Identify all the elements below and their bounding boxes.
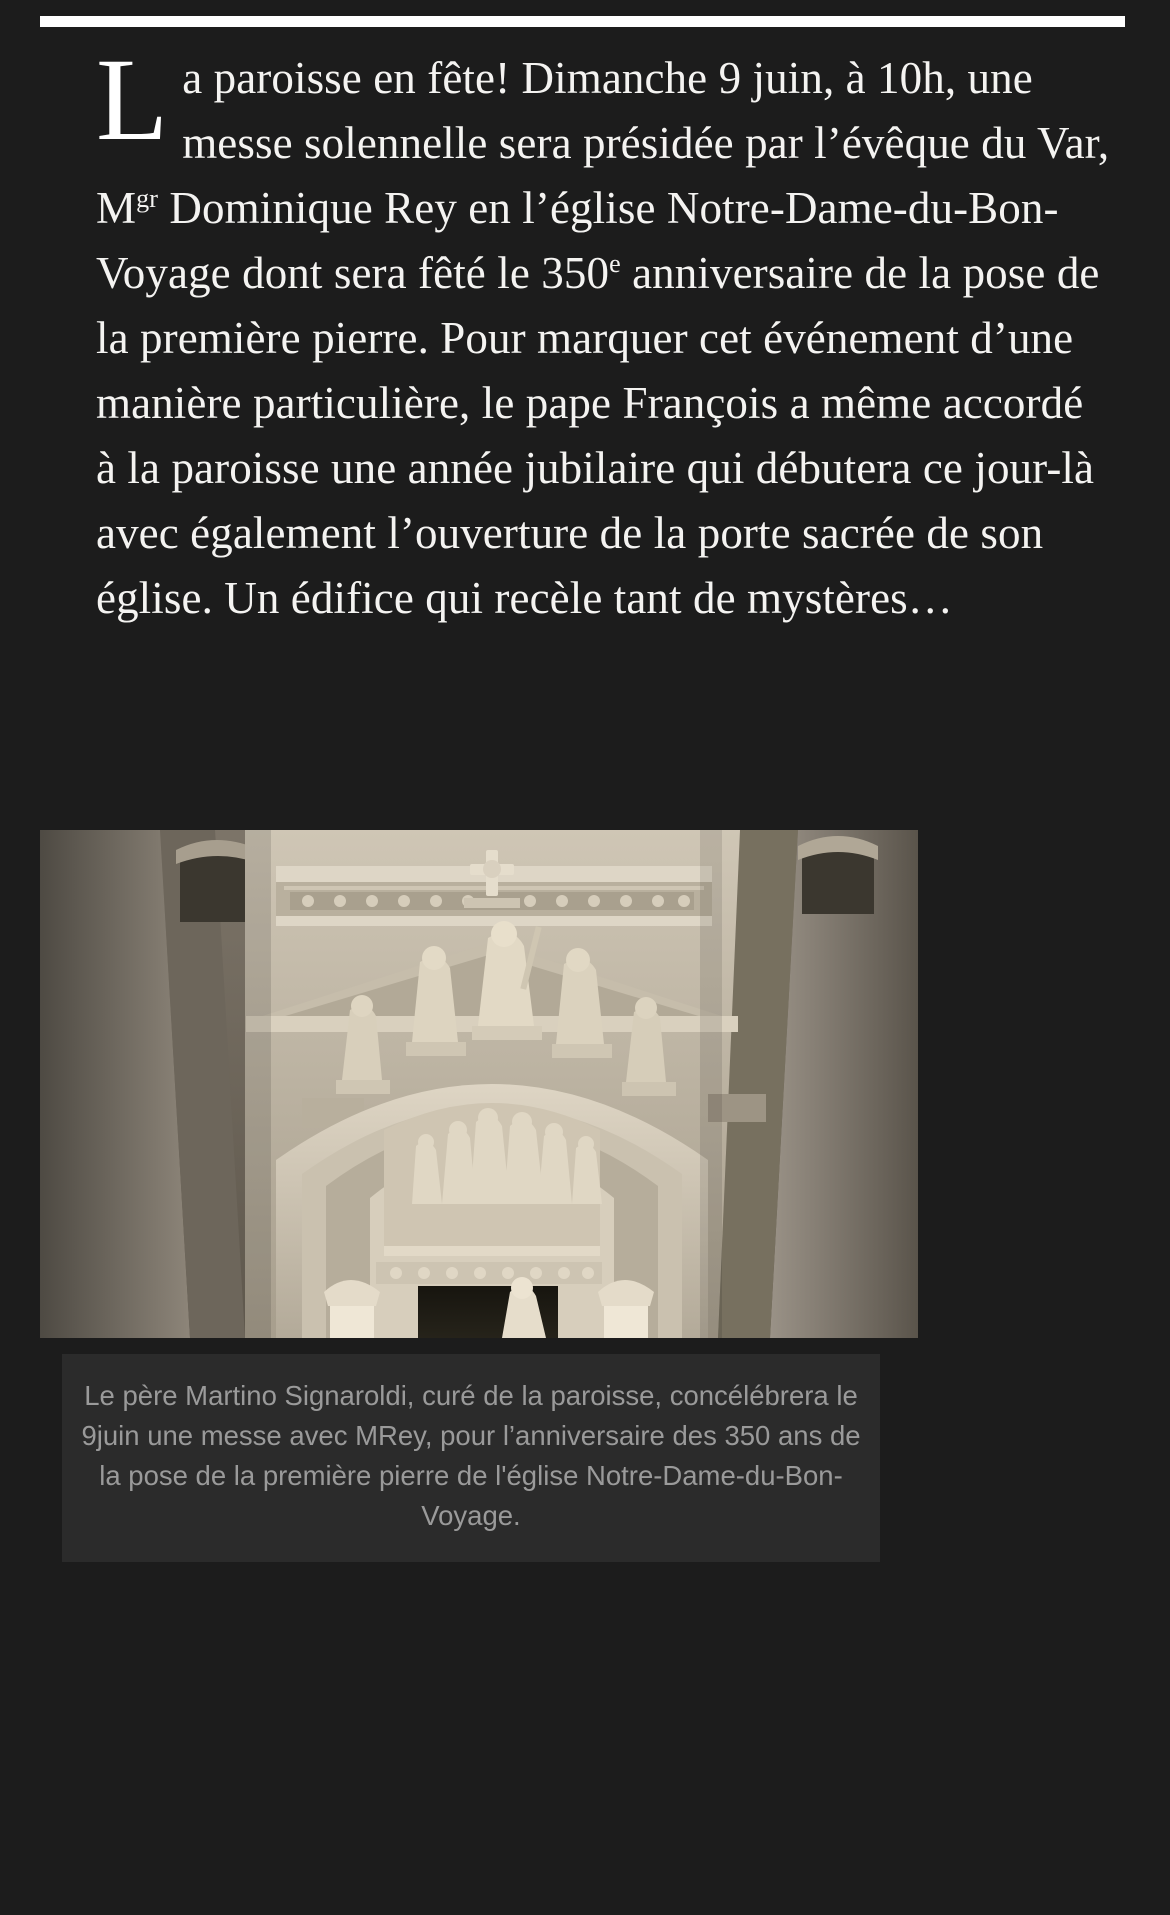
church-facade-illustration (40, 830, 918, 1338)
paragraph-segment-3: anniversaire de la pose de la première pierre. Pour marquer cet événement d’une manière particulière, le pape François a même accordé à la paroisse une année jubilaire qui débutera ce jour-là avec également l’ouverture de la porte sacrée de son église. Un édifice qui recèle tant de mystères… (96, 248, 1100, 623)
drop-cap: L (96, 34, 169, 165)
paragraph-segment-1: a paroisse en fête! Dimanche 9 juin, à 10h, une messe solennelle sera présidée par l’évêque du Var, M (96, 53, 1110, 233)
superscript-mgr: gr (136, 184, 159, 213)
paragraph-segment-2: Dominique Rey en l’église Notre-Dame-du-Bon-Voyage dont sera fêté le 350 (96, 183, 1059, 298)
church-facade-photo (40, 830, 918, 1338)
figure-caption: Le père Martino Signaroldi, curé de la paroisse, concélébrera le 9juin une messe avec MRey, pour l’anniversaire des 350 ans de la pose de la première pierre de l'église Notre-Dame-du-Bon-Voyage. (62, 1354, 880, 1562)
superscript-ordinal: e (609, 249, 621, 278)
article-paragraph (0, 34, 1170, 631)
article-figure (40, 830, 918, 1562)
article-body (0, 34, 1170, 631)
top-divider (40, 16, 1125, 27)
